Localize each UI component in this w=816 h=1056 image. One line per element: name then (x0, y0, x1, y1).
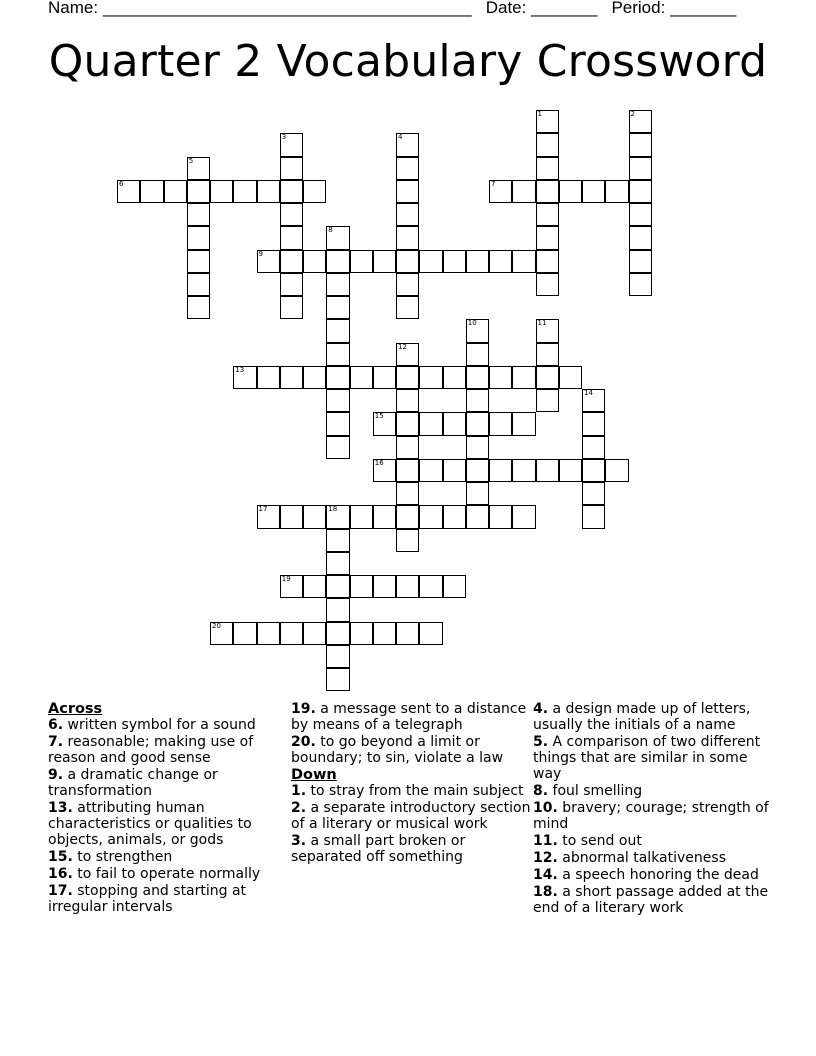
crossword-cell[interactable] (280, 250, 303, 273)
crossword-cell[interactable] (280, 366, 303, 389)
crossword-cell[interactable] (396, 529, 419, 552)
crossword-cell[interactable] (326, 250, 349, 273)
crossword-cell[interactable] (582, 482, 605, 505)
crossword-cell[interactable] (396, 180, 419, 203)
crossword-cell[interactable] (326, 436, 349, 459)
crossword-cell[interactable] (326, 645, 349, 668)
clue-column-1 (48, 701, 288, 916)
clue-item (291, 783, 531, 799)
crossword-cell[interactable] (582, 505, 605, 528)
clue-item (291, 833, 531, 865)
crossword-cell[interactable] (326, 668, 349, 691)
clue-number: 3 (281, 133, 287, 142)
crossword-cell[interactable] (536, 226, 559, 249)
crossword-cell[interactable] (536, 273, 559, 296)
clue-number: 19 (281, 575, 291, 583)
clue-item-number: 8. (533, 783, 549, 799)
clue-number: 5 (188, 156, 194, 165)
crossword-cell[interactable] (582, 436, 605, 459)
clue-number: 17 (258, 505, 268, 514)
crossword-cell[interactable] (443, 505, 466, 528)
clue-item-text: a small part broken or separated off something (291, 833, 466, 865)
crossword-cell[interactable] (326, 389, 349, 412)
crossword-cell[interactable] (280, 505, 303, 528)
crossword-cell[interactable] (559, 366, 582, 389)
clue-item-number: 14. (533, 867, 558, 883)
crossword-cell[interactable] (233, 180, 256, 203)
name-label: Name: (48, 0, 99, 17)
crossword-cell[interactable] (582, 459, 605, 482)
crossword-cell[interactable] (350, 250, 373, 273)
crossword-cell[interactable] (536, 133, 559, 156)
crossword-cell[interactable] (373, 575, 396, 598)
crossword-cell[interactable] (280, 622, 303, 645)
crossword-cell[interactable] (396, 622, 419, 645)
clue-number: 11 (537, 319, 547, 328)
crossword-cell[interactable] (164, 180, 187, 203)
crossword-cell[interactable] (303, 366, 326, 389)
crossword-cell[interactable] (605, 459, 628, 482)
crossword-cell[interactable] (257, 180, 280, 203)
clue-item-text: foul smelling (548, 783, 643, 799)
crossword-cell[interactable] (187, 203, 210, 226)
crossword-cell[interactable] (350, 622, 373, 645)
crossword-cell[interactable] (629, 157, 652, 180)
clue-number: 15 (374, 412, 384, 421)
crossword-cell[interactable] (466, 412, 489, 435)
clue-number: 7 (491, 179, 496, 188)
clue-item (48, 800, 288, 848)
crossword-cell[interactable] (443, 250, 466, 273)
crossword-cell[interactable] (396, 366, 419, 389)
crossword-cell[interactable] (466, 366, 489, 389)
clue-item-number: 20. (291, 734, 316, 750)
crossword-cell[interactable] (396, 250, 419, 273)
crossword-cell[interactable] (350, 366, 373, 389)
clue-item-text: abnormal talkativeness (557, 850, 726, 866)
crossword-cell[interactable] (536, 203, 559, 226)
crossword-cell[interactable] (396, 133, 419, 156)
clue-number: 8 (328, 226, 333, 235)
crossword-cell[interactable] (419, 250, 442, 273)
crossword-cell[interactable] (536, 180, 559, 203)
name-blank[interactable]: _______________________________________ (102, 0, 472, 17)
crossword-cell[interactable] (512, 180, 535, 203)
clue-item-number: 6. (48, 717, 64, 733)
crossword-cell[interactable] (280, 296, 303, 319)
crossword-cell[interactable] (187, 157, 210, 180)
crossword-cell[interactable] (280, 133, 303, 156)
crossword-cell[interactable] (326, 622, 349, 645)
crossword-cell[interactable] (257, 366, 280, 389)
crossword-cell[interactable] (280, 273, 303, 296)
crossword-cell[interactable] (582, 180, 605, 203)
clue-number: 14 (584, 389, 593, 397)
crossword-cell[interactable] (233, 366, 256, 389)
crossword-cell[interactable] (559, 180, 582, 203)
crossword-cell[interactable] (373, 412, 396, 435)
crossword-cell[interactable] (117, 180, 140, 203)
date-blank[interactable]: _______ (531, 0, 598, 17)
crossword-cell[interactable] (303, 250, 326, 273)
crossword-cell[interactable] (536, 250, 559, 273)
clue-item-text: to strengthen (72, 849, 173, 865)
crossword-cell[interactable] (187, 250, 210, 273)
clue-item (533, 833, 773, 849)
clue-number: 18 (328, 505, 338, 514)
crossword-cell[interactable] (396, 296, 419, 319)
date-label: Date: (485, 0, 527, 17)
clue-item-number: 3. (291, 833, 307, 849)
crossword-cell[interactable] (396, 343, 419, 366)
crossword-cell[interactable] (419, 412, 442, 435)
crossword-cell[interactable] (605, 180, 628, 203)
crossword-cell[interactable] (233, 622, 256, 645)
clue-item (533, 800, 773, 832)
crossword-cell[interactable] (489, 505, 512, 528)
crossword-cell[interactable] (326, 552, 349, 575)
clue-item (533, 783, 773, 799)
crossword-cell[interactable] (443, 459, 466, 482)
crossword-cell[interactable] (373, 250, 396, 273)
crossword-cell[interactable] (140, 180, 163, 203)
crossword-cell[interactable] (326, 412, 349, 435)
crossword-cell[interactable] (489, 180, 512, 203)
clue-item-text: to stray from the main subject (306, 783, 524, 799)
clue-item (291, 701, 531, 733)
crossword-cell[interactable] (396, 273, 419, 296)
period-blank[interactable]: _______ (670, 0, 737, 17)
page-title: Quarter 2 Vocabulary Crossword (48, 36, 768, 87)
crossword-cell[interactable] (303, 180, 326, 203)
clue-item-text: a dramatic change or transformation (48, 767, 218, 799)
crossword-cell[interactable] (443, 575, 466, 598)
crossword-cell[interactable] (512, 459, 535, 482)
crossword-cell[interactable] (582, 412, 605, 435)
clue-item-text: written symbol for a sound (63, 717, 256, 733)
clue-column-2 (291, 701, 531, 866)
crossword-cell[interactable] (489, 366, 512, 389)
crossword-cell[interactable] (187, 180, 210, 203)
section-heading: Down (291, 767, 337, 783)
crossword-cell[interactable] (280, 203, 303, 226)
clue-number: 2 (630, 110, 635, 118)
crossword-cell[interactable] (489, 459, 512, 482)
clue-item-text: a design made up of letters, usually the initials of a name (533, 701, 751, 733)
clue-item-text: reasonable; making use of reason and good sense (48, 734, 254, 766)
clue-item-number: 2. (291, 800, 307, 816)
clue-item-number: 15. (48, 849, 73, 865)
crossword-cell[interactable] (419, 459, 442, 482)
clue-item-text: a short passage added at the end of a literary work (533, 884, 769, 916)
clue-item (533, 734, 773, 782)
crossword-cell[interactable] (536, 459, 559, 482)
crossword-cell[interactable] (280, 157, 303, 180)
clue-item-text: to fail to operate normally (72, 866, 261, 882)
crossword-cell[interactable] (629, 133, 652, 156)
clue-number: 16 (374, 458, 384, 467)
crossword-cell[interactable] (326, 319, 349, 342)
clue-item-number: 9. (48, 767, 64, 783)
crossword-cell[interactable] (396, 436, 419, 459)
crossword-cell[interactable] (396, 226, 419, 249)
crossword-cell[interactable] (629, 203, 652, 226)
crossword-cell[interactable] (536, 319, 559, 342)
crossword-cell[interactable] (536, 157, 559, 180)
clue-item-number: 12. (533, 850, 558, 866)
clue-number: 20 (212, 621, 221, 630)
crossword-cell[interactable] (512, 505, 535, 528)
clue-item (48, 849, 288, 865)
clue-item-number: 5. (533, 734, 549, 750)
clue-number: 4 (398, 133, 403, 142)
crossword-cell[interactable] (466, 389, 489, 412)
crossword-cell[interactable] (489, 412, 512, 435)
crossword-cell[interactable] (257, 622, 280, 645)
clue-item-text: bravery; courage; strength of mind (533, 800, 769, 832)
clue-item-number: 19. (291, 701, 316, 717)
clue-item-number: 11. (533, 833, 558, 849)
crossword-cell[interactable] (396, 482, 419, 505)
clue-item-text: stopping and starting at irregular intervals (48, 883, 247, 915)
crossword-cell[interactable] (466, 343, 489, 366)
crossword-cell[interactable] (536, 110, 559, 133)
crossword-cell[interactable] (466, 505, 489, 528)
crossword-cell[interactable] (280, 180, 303, 203)
crossword-cell[interactable] (396, 203, 419, 226)
crossword-cell[interactable] (512, 412, 535, 435)
clue-item-number: 13. (48, 800, 73, 816)
section-heading: Across (48, 701, 103, 717)
crossword-cell[interactable] (629, 110, 652, 133)
clue-item (48, 717, 288, 733)
crossword-cell[interactable] (396, 575, 419, 598)
crossword-cell[interactable] (396, 157, 419, 180)
crossword-cell[interactable] (443, 412, 466, 435)
crossword-cell[interactable] (210, 622, 233, 645)
clue-number: 6 (119, 179, 124, 188)
crossword-cell[interactable] (373, 622, 396, 645)
crossword-cell[interactable] (187, 273, 210, 296)
clue-number: 12 (398, 342, 407, 351)
crossword-cell[interactable] (373, 366, 396, 389)
crossword-cell[interactable] (280, 226, 303, 249)
clue-item-text: a message sent to a distance by means of a telegraph (291, 701, 527, 733)
crossword-cell[interactable] (326, 296, 349, 319)
crossword-cell[interactable] (350, 575, 373, 598)
crossword-cell[interactable] (396, 505, 419, 528)
crossword-cell[interactable] (512, 250, 535, 273)
crossword-cell[interactable] (466, 250, 489, 273)
clue-item (533, 867, 773, 883)
clue-item-number: 10. (533, 800, 558, 816)
clue-item-number: 16. (48, 866, 73, 882)
crossword-cell[interactable] (536, 366, 559, 389)
crossword-cell[interactable] (536, 389, 559, 412)
clue-item-text: to send out (557, 833, 642, 849)
crossword-cell[interactable] (350, 505, 373, 528)
crossword-cell[interactable] (326, 273, 349, 296)
crossword-cell[interactable] (419, 622, 442, 645)
crossword-cell[interactable] (326, 366, 349, 389)
crossword-cell[interactable] (396, 459, 419, 482)
crossword-cell[interactable] (629, 226, 652, 249)
crossword-cell[interactable] (257, 250, 280, 273)
crossword-cell[interactable] (629, 180, 652, 203)
clue-number: 10 (467, 319, 477, 328)
clue-number: 13 (235, 365, 245, 374)
crossword-cell[interactable] (373, 459, 396, 482)
crossword-cell[interactable] (303, 622, 326, 645)
clue-number: 1 (537, 110, 542, 118)
crossword-cell[interactable] (512, 366, 535, 389)
clue-item-text: A comparison of two different things that are similar in some way (533, 734, 761, 782)
crossword-cell[interactable] (419, 366, 442, 389)
crossword-cell[interactable] (419, 575, 442, 598)
clue-item-text: a separate introductory section of a literary or musical work (291, 800, 531, 832)
crossword-cell[interactable] (629, 250, 652, 273)
crossword-cell[interactable] (187, 226, 210, 249)
crossword-cell[interactable] (326, 505, 349, 528)
crossword-cell[interactable] (629, 273, 652, 296)
clue-item (533, 884, 773, 916)
crossword-cell[interactable] (303, 575, 326, 598)
clue-item-number: 17. (48, 883, 73, 899)
crossword-cell[interactable] (210, 180, 233, 203)
crossword-cell[interactable] (326, 575, 349, 598)
crossword-cell[interactable] (443, 366, 466, 389)
clue-item-text: attributing human characteristics or qualities to objects, animals, or gods (48, 800, 252, 848)
crossword-cell[interactable] (280, 575, 303, 598)
clue-item (533, 701, 773, 733)
clue-item-number: 7. (48, 734, 64, 750)
crossword-cell[interactable] (326, 598, 349, 621)
clue-item (48, 767, 288, 799)
crossword-cell[interactable] (396, 412, 419, 435)
clue-item-number: 1. (291, 783, 307, 799)
crossword-cell[interactable] (187, 296, 210, 319)
clue-column-3 (533, 701, 773, 917)
clue-item (48, 734, 288, 766)
crossword-cell[interactable] (489, 250, 512, 273)
clue-item (48, 866, 288, 882)
crossword-cell[interactable] (559, 459, 582, 482)
crossword-cell[interactable] (303, 505, 326, 528)
period-label: Period: (611, 0, 666, 17)
clue-number: 9 (258, 249, 263, 258)
crossword-cell[interactable] (326, 226, 349, 249)
crossword-cell[interactable] (466, 482, 489, 505)
clue-item-text: to go beyond a limit or boundary; to sin, violate a law (291, 734, 504, 766)
crossword-cell[interactable] (326, 343, 349, 366)
crossword-cell[interactable] (466, 319, 489, 342)
crossword-cell[interactable] (373, 505, 396, 528)
crossword-cell[interactable] (466, 459, 489, 482)
crossword-cell[interactable] (582, 389, 605, 412)
clue-item-number: 4. (533, 701, 549, 717)
crossword-cell[interactable] (257, 505, 280, 528)
crossword-cell[interactable] (396, 389, 419, 412)
clue-item (533, 850, 773, 866)
clue-item-text: a speech honoring the dead (557, 867, 759, 883)
clue-item (291, 800, 531, 832)
crossword-cell[interactable] (326, 529, 349, 552)
crossword-cell[interactable] (419, 505, 442, 528)
clue-item-number: 18. (533, 884, 558, 900)
crossword-cell[interactable] (466, 436, 489, 459)
crossword-cell[interactable] (536, 343, 559, 366)
clue-item (291, 734, 531, 766)
clue-item (48, 883, 288, 915)
